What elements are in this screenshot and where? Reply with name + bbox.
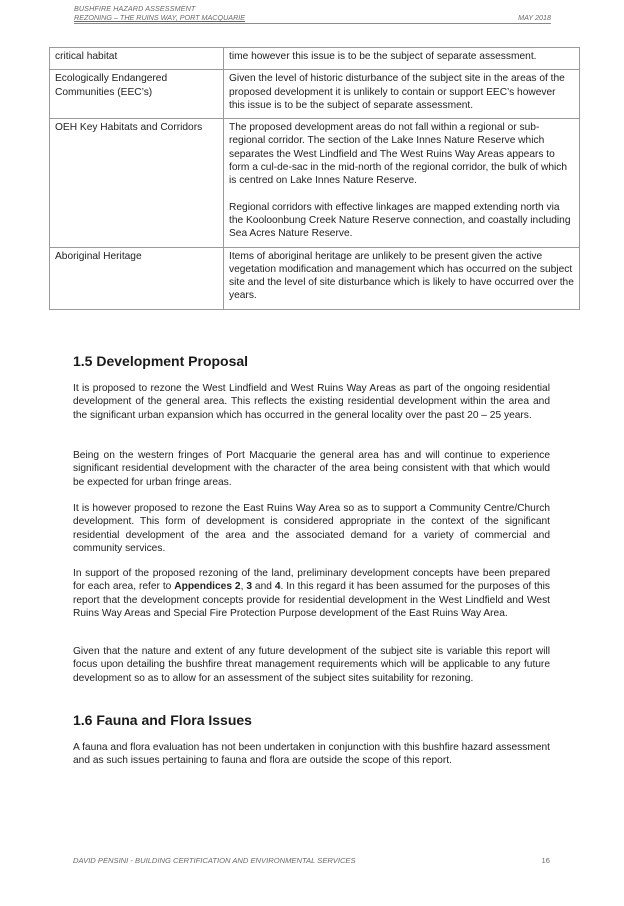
header-subtitle-row — [74, 13, 551, 24]
paragraph: A fauna and flora evaluation has not been undertaken in conjunction with this bushfire hazard assessment and as such issues pertaining to fauna and flora are outside the scope of this report. — [73, 742, 550, 767]
paragraph: Given that the nature and extent of any future development of the subject site is variable this report will focus upon detailing the bushfire threat management requirements which will be applicable to any future development so as to allow for an assessment of the subject sites suitability for rezoning. — [73, 646, 550, 684]
appendix-ref: 4 — [274, 581, 281, 593]
paragraph: It is however proposed to rezone the East Ruins Way Area so as to support a Community Centre/Church development. This form of development is considered appropriate in the context of the significant residential development of the area and the associated demand for a variety of commercial and community services. — [73, 503, 550, 555]
table-cell-label: OEH Key Habitats and Corridors — [50, 119, 224, 247]
issues-table — [49, 47, 580, 310]
page-number: 16 — [541, 856, 550, 865]
table-cell-text: Given the level of historic disturbance of the subject site in the areas of the proposed development it is unlikely to contain or support EEC’s however this issue is to be the subject of separate assessment. — [224, 70, 580, 119]
table-row — [50, 119, 580, 247]
table-cell-label: Aboriginal Heritage — [50, 247, 224, 309]
table-cell-text: Items of aboriginal heritage are unlikely to be present given the active vegetation modification and management which has occurred on the subject site and the level of site disturbance which is likely to have occurred over the years. — [224, 247, 580, 309]
table-cell-text: time however this issue is to be the subject of separate assessment. — [224, 48, 580, 70]
table-cell-label: Ecologically Endangered Communities (EEC’s) — [50, 70, 224, 119]
paragraph: Being on the western fringes of Port Macquarie the general area has and will continue to experience significant residential development with the character of the area being consistent with that which would be expected for urban fringe areas. — [73, 450, 550, 488]
header-title: BUSHFIRE HAZARD ASSESSMENT — [74, 4, 196, 13]
table-row — [50, 70, 580, 119]
header-date: MAY 2018 — [518, 13, 551, 22]
table-cell-label: critical habitat — [50, 48, 224, 70]
page-footer — [73, 856, 550, 865]
paragraph: It is proposed to rezone the West Lindfield and West Ruins Way Areas as part of the ongoing residential development of the general area. This reflects the existing residential development within the area and the significant urban expansion which has occurred in the general locality over the past 20 – 25 years. — [73, 383, 550, 421]
header-subtitle: REZONING – THE RUINS WAY, PORT MACQUARIE — [74, 13, 246, 22]
table-row — [50, 48, 580, 70]
table-row — [50, 247, 580, 309]
page-header — [74, 4, 551, 24]
paragraph-appendices: In support of the proposed rezoning of the land, preliminary development concepts have been prepared for each area, refer to Appendices 2, 3 and 4. In this regard it has been assumed for the purposes of this report that the development concepts provide for residential development in the West Lindfield and West Ruins Way Areas and Special Fire Protection Purpose development of the East Ruins Way Area. — [73, 568, 550, 620]
appendix-ref: 3 — [246, 581, 252, 593]
appendix-ref: Appendices 2 — [174, 581, 241, 593]
table-cell-text: The proposed development areas do not fall within a regional or sub-regional corridor. The section of the Lake Innes Nature Reserve which separates the West Lindfield and The West Ruins Way Areas appears to form a cul-de-sac in the mid-north of the regional corridor, the bulk of which is centred on Lake Innes Nature Reserve. Regional corridors with effective linkages are mapped extending north via the Kooloonbung Creek Nature Reserve connection, and coastally including Sea Acres Nature Reserve. — [224, 119, 580, 247]
section-heading-development-proposal: 1.5 Development Proposal — [73, 353, 249, 369]
section-heading-fauna-flora: 1.6 Fauna and Flora Issues — [73, 712, 252, 728]
footer-company: DAVID PENSINI - BUILDING CERTIFICATION AND ENVIRONMENTAL SERVICES — [73, 856, 356, 865]
